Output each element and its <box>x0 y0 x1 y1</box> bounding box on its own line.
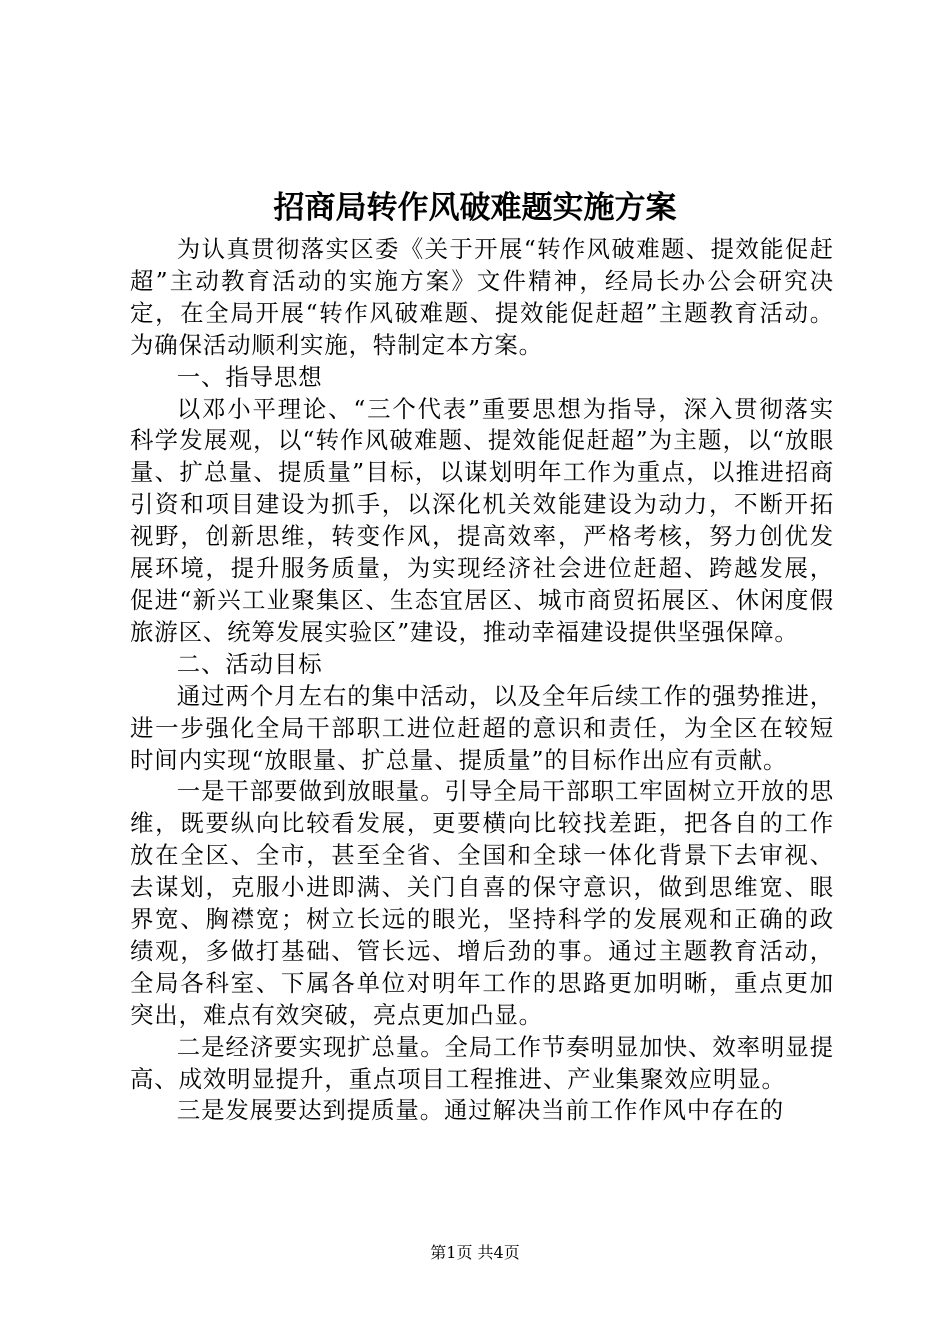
paragraph-activity-goals: 通过两个月左右的集中活动，以及全年后续工作的强势推进，进一步强化全局干部职工进位赶超的意识和责任，为全区在较短时间内实现“放眼量、扩总量、提质量”的目标作出应有贡献。 <box>130 681 834 774</box>
section-heading-activity-goals: 二、活动目标 <box>176 649 323 678</box>
document-title: 招商局转作风破难题实施方案 <box>273 190 677 226</box>
paragraph-guiding-thought: 以邓小平理论、“三个代表”重要思想为指导，深入贯彻落实科学发展观，以“转作风破难题、提效能促赶超”为主题，以“放眼量、扩总量、提质量”目标，以谋划明年工作为重点，以推进招商引资和项目建设为抓手，以深化机关效能建设为动力，不断开拓视野，创新思维，转变作风，提高效率，严格考核，努力创优发展环境，提升服务质量，为实现经济社会进位赶超、跨越发展，促进“新兴工业聚集区、生态宜居区、城市商贸拓展区、休闲度假旅游区、统筹发展实验区”建设，推动幸福建设提供坚强保障。 <box>130 394 834 646</box>
page-number-footer: 第1页 共4页 <box>430 1243 520 1262</box>
section-heading-guiding-thought: 一、指导思想 <box>176 362 323 391</box>
paragraph-goal-two: 二是经济要实现扩总量。全局工作节奏明显加快、效率明显提高、成效明显提升，重点项目工程推进、产业集聚效应明显。 <box>130 1032 834 1093</box>
paragraph-intro: 为认真贯彻落实区委《关于开展“转作风破难题、提效能促赶超”主动教育活动的实施方案》文件精神，经局长办公会研究决定，在全局开展“转作风破难题、提效能促赶超”主题教育活动。为确保活动顺利实施，特制定本方案。 <box>130 235 834 359</box>
paragraph-goal-one: 一是干部要做到放眼量。引导全局干部职工牢固树立开放的思维，既要纵向比较看发展，更要横向比较找差距，把各自的工作放在全区、全市，甚至全省、全国和全球一体化背景下去审视、去谋划，克服小进即满、关门自喜的保守意识，做到思维宽、眼界宽、胸襟宽；树立长远的眼光，坚持科学的发展观和正确的政绩观，多做打基础、管长远、增后劲的事。通过主题教育活动，全局各科室、下属各单位对明年工作的思路更加明晰，重点更加突出，难点有效突破，亮点更加凸显。 <box>130 777 834 1029</box>
paragraph-goal-three: 三是发展要达到提质量。通过解决当前工作作风中存在的 <box>176 1096 785 1125</box>
document-body <box>130 234 834 1127</box>
